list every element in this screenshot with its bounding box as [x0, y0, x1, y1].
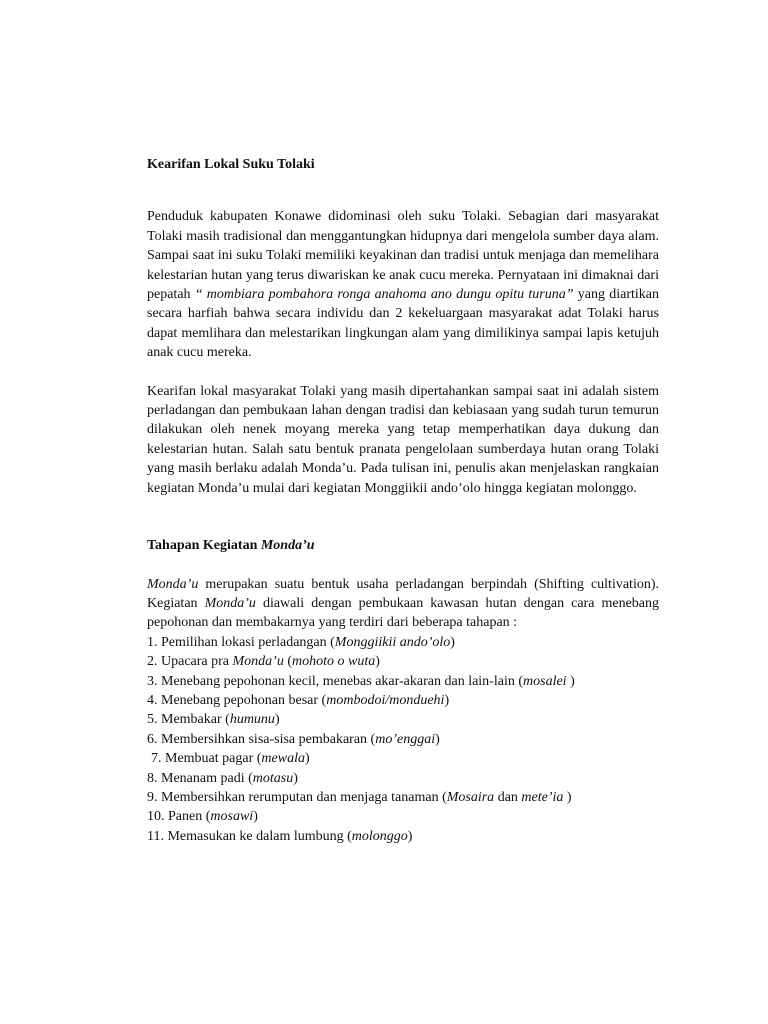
step-text-end: ) — [450, 634, 455, 650]
list-item — [147, 730, 659, 749]
section-heading-text: Tahapan Kegiatan — [147, 538, 258, 554]
list-item — [147, 710, 659, 729]
list-item — [147, 807, 659, 826]
step-text: 10. Panen ( — [147, 809, 211, 825]
step-term: molonggo — [351, 828, 408, 844]
step-text-end: ) — [566, 673, 575, 689]
step-text-end: ) — [304, 751, 310, 767]
step-text-end: ) — [444, 692, 450, 708]
step-term: mombodoi/monduehi — [326, 692, 445, 708]
section-paragraph — [147, 575, 659, 633]
steps-list — [147, 633, 659, 846]
list-item — [147, 788, 659, 807]
list-item — [147, 769, 659, 788]
step-text: 2. Upacara pra — [147, 654, 233, 670]
section-term-2: Monda’u — [204, 595, 256, 611]
document-title: Kearifan Lokal Suku Tolaki — [147, 157, 315, 172]
list-item — [147, 652, 659, 671]
section-term-1: Monda’u — [147, 576, 199, 592]
list-item — [147, 633, 659, 652]
step-text: 1. Pemilihan lokasi perladangan ( — [147, 634, 335, 650]
step-term: Mosaira — [446, 789, 495, 805]
intro-p1-text-a: Penduduk kabupaten Konawe didominasi oleh suku Tolaki. Sebagian dari masyarakat Tolaki masih tradisional dan menggantungkan hidupnya dari mengelola sumber daya alam. Sampai saat ini suku Tolaki memiliki keyakinan dan tradisi untuk menjaga dan memelihara kelestarian hutan yang terus diwariskan ke anak cucu mereka. Pernyataan ini dimaknai dari pepatah — [147, 209, 659, 303]
list-item — [147, 827, 659, 846]
step-text: 11. Memasukan ke dalam lumbung ( — [147, 828, 352, 844]
step-term: humunu — [229, 712, 275, 728]
intro-p1-text-b: yang diartikan secara harfiah bahwa secara individu dan 2 kekeluargaan masyarakat adat Tolaki harus dapat memlihara dan melestarikan lingkungan alam yang dimilikinya sampai lapis ketujuh anak cucu mereka. — [147, 287, 660, 361]
step-term-2: mete’ia — [521, 789, 564, 805]
step-term: mosalei — [523, 673, 567, 689]
proverb-quote: “ mombiara pombahora ronga anahoma ano dungu opitu turuna” — [194, 287, 574, 303]
intro-paragraph-1 — [147, 207, 659, 362]
step-term: motasu — [252, 770, 294, 786]
document-body — [147, 155, 659, 846]
step-term: Monda’u — [232, 654, 284, 670]
step-text-mid: dan — [494, 789, 522, 805]
list-item — [147, 672, 659, 691]
section-heading-term: Monda’u — [260, 538, 315, 554]
step-text: 9. Membersihkan rerumputan dan menjaga tanaman ( — [147, 789, 447, 805]
step-text-end: ) — [435, 731, 440, 747]
step-term: mo’enggai — [375, 731, 436, 747]
step-text: 8. Menanam padi ( — [147, 770, 253, 786]
step-term: mosawi — [210, 809, 254, 825]
section-text-a: merupakan suatu bentuk usaha perladangan berpindah (Shifting cultivation). Kegiatan — [147, 576, 659, 611]
step-text: 7. Membuat pagar ( — [151, 751, 262, 767]
section-text-b: diawali dengan pembukaan kawasan hutan dengan cara menebang pepohonan dan membakarnya yang terdiri dari beberapa tahapan : — [147, 595, 660, 631]
step-text-end: ) — [253, 809, 258, 825]
list-item — [147, 691, 659, 710]
step-text-end: ) — [407, 828, 413, 844]
intro-paragraph-2: Kearifan lokal masyarakat Tolaki yang masih dipertahankan sampai saat ini adalah sistem perladangan dan pembukaan lahan dengan tradisi dan kebiasaan yang sudah turun temurun dilakukan oleh nenek moyang mereka yang tetap memperhatikan daya dukung dan kelestarian hutan. Salah satu bentuk pranata pengelolaan sumberdaya hutan orang Tolaki yang masih berlaku adalah Monda’u. Pada tulisan ini, penulis akan menjelaskan rangkaian kegiatan Monda’u mulai dari kegiatan Monggiikii ando’olo hingga kegiatan molonggo. — [147, 383, 659, 496]
step-term: Monggiikii ando’olo — [334, 634, 451, 650]
step-text-mid: ( — [283, 654, 293, 670]
step-term: mewala — [261, 751, 305, 767]
step-text-end: ) — [293, 770, 298, 786]
section-heading — [147, 536, 659, 555]
step-text: 6. Membersihkan sisa-sisa pembakaran ( — [147, 731, 376, 747]
list-item — [147, 749, 659, 768]
step-text: 5. Membakar ( — [147, 712, 230, 728]
step-term-2: mohoto o wuta — [292, 654, 376, 670]
step-text-end: ) — [563, 789, 572, 805]
step-text-end: ) — [375, 654, 380, 670]
step-text-end: ) — [274, 712, 280, 728]
step-text: 3. Menebang pepohonan kecil, menebas akar-akaran dan lain-lain ( — [147, 673, 524, 689]
step-text: 4. Menebang pepohonan besar ( — [147, 692, 327, 708]
